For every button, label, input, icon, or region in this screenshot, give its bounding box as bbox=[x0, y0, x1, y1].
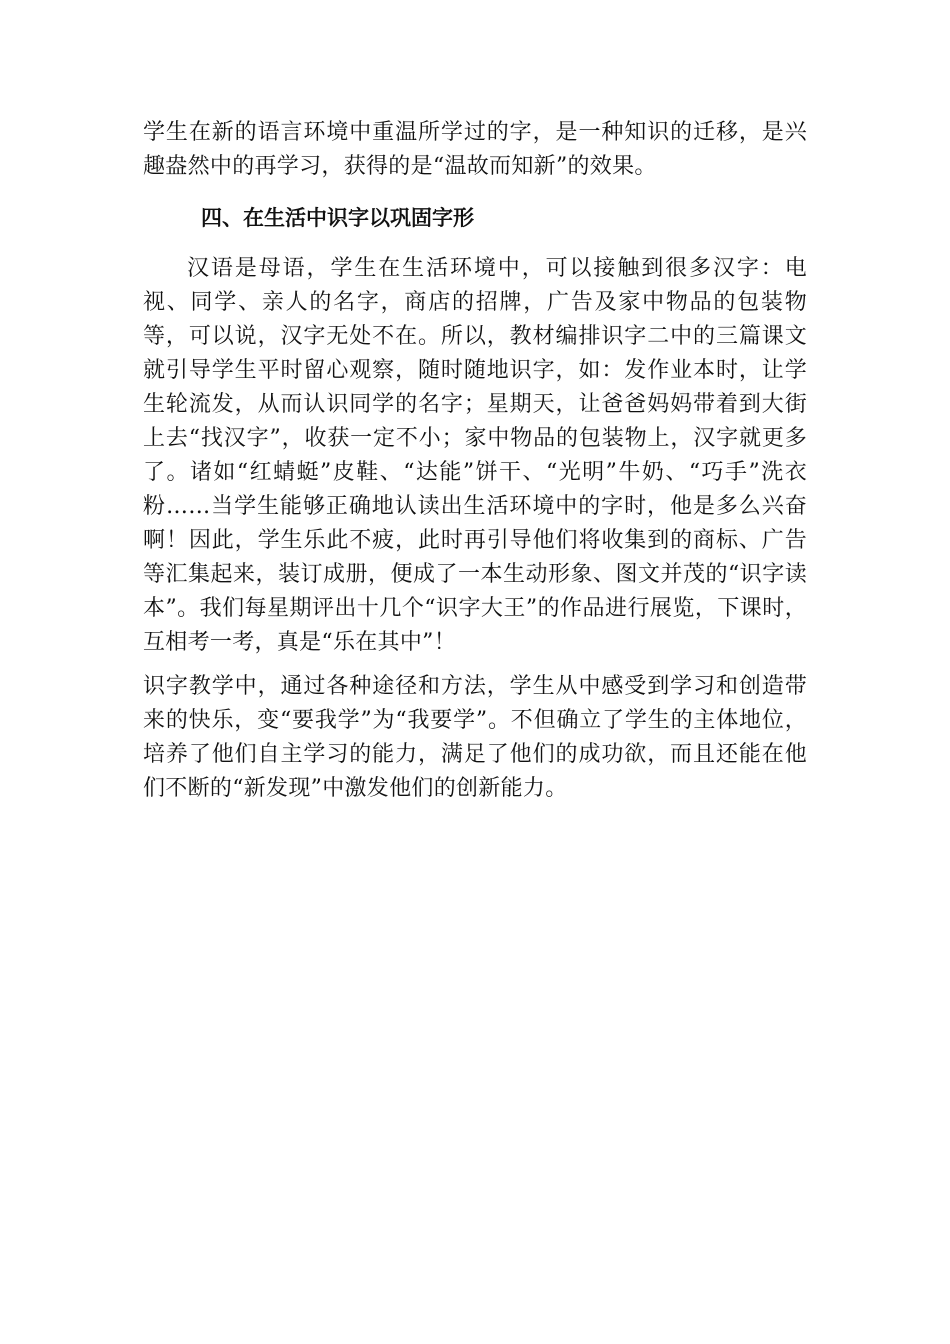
intro-paragraph: 学生在新的语言环境中重温所学过的字，是一种知识的迁移，是兴趣盎然中的再学习，获得的是“温故而知新”的效果。 bbox=[143, 120, 807, 179]
document-page bbox=[143, 116, 807, 806]
closing-paragraph: 识字教学中，通过各种途径和方法，学生从中感受到学习和创造带来的快乐，变“要我学”为“我要学”。不但确立了学生的主体地位，培养了他们自主学习的能力，满足了他们的成功欲，而且还能在他们不断的“新发现”中激发他们的创新能力。 bbox=[143, 674, 807, 801]
section-heading: 四、在生活中识字以巩固字形 bbox=[201, 206, 474, 230]
body-paragraph: 汉语是母语，学生在生活环境中，可以接触到很多汉字：电视、同学、亲人的名字，商店的招牌，广告及家中物品的包装物等，可以说，汉字无处不在。所以，教材编排识字二中的三篇课文就引导学生平时留心观察，随时随地识字，如：发作业本时，让学生轮流发，从而认识同学的名字；星期天，让爸爸妈妈带着到大街上去“找汉字”，收获一定不小；家中物品的包装物上，汉字就更多了。诸如“红蜻蜓”皮鞋、“达能”饼干、“光明”牛奶、“巧手”洗衣粉……当学生能够正确地认读出生活环境中的字时，他是多么兴奋啊！因此，学生乐此不疲，此时再引导他们将收集到的商标、广告等汇集起来，装订成册，便成了一本生动形象、图文并茂的“识字读本”。我们每星期评出十几个“识字大王”的作品进行展览，下课时，互相考一考，真是“乐在其中”！ bbox=[143, 256, 807, 655]
